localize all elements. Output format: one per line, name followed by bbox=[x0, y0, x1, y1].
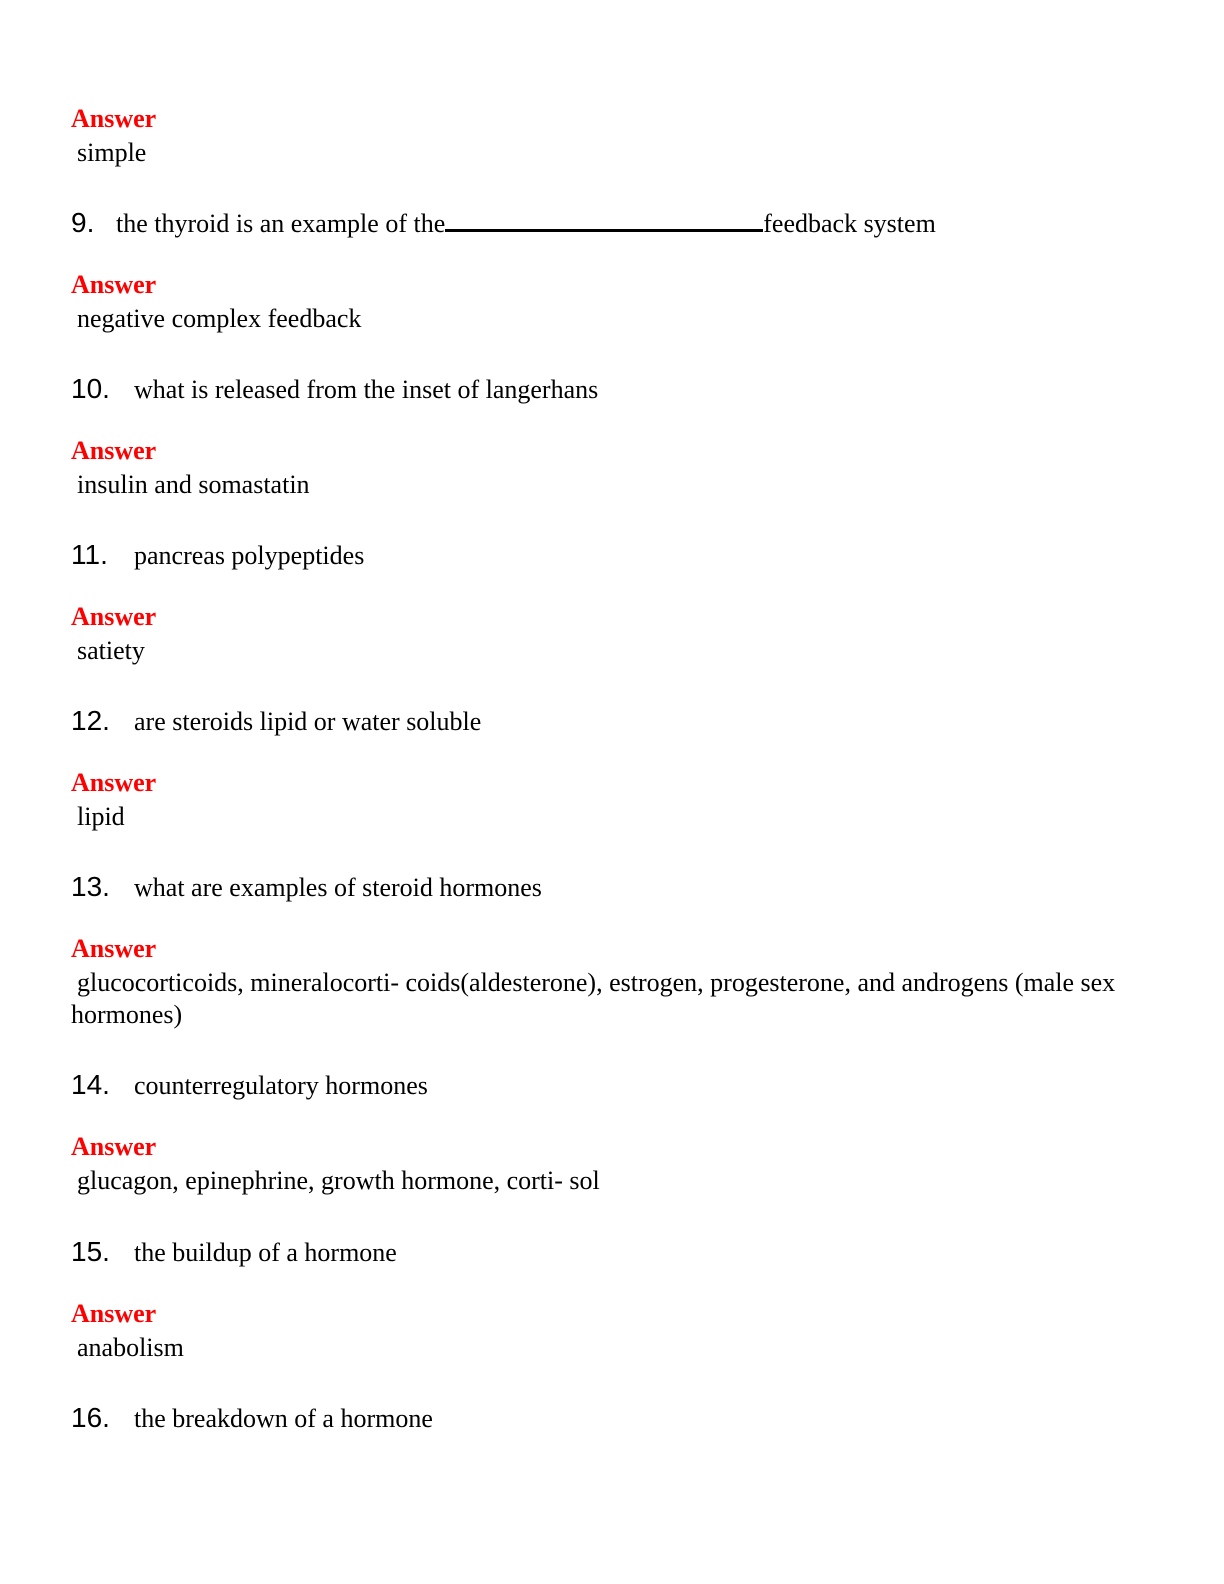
question-text: the breakdown of a hormone bbox=[134, 1404, 433, 1433]
answer-text bbox=[71, 137, 1151, 169]
question-number: 11. bbox=[71, 539, 108, 570]
question-number: 16. bbox=[71, 1402, 110, 1433]
answer-text bbox=[71, 801, 1151, 833]
question-13 bbox=[71, 871, 542, 904]
answer-text bbox=[71, 635, 1151, 667]
answer-label: Answer bbox=[71, 270, 157, 299]
question-text: counterregulatory hormones bbox=[134, 1071, 428, 1100]
fill-in-blank bbox=[445, 207, 763, 232]
answer-value: insulin and somastatin bbox=[77, 470, 310, 499]
question-number: 13. bbox=[71, 871, 110, 902]
question-text: pancreas polypeptides bbox=[134, 541, 365, 570]
question-text: what are examples of steroid hormones bbox=[134, 873, 542, 902]
answer-value: lipid bbox=[77, 802, 125, 831]
question-10 bbox=[71, 373, 598, 406]
answer-value: anabolism bbox=[77, 1333, 184, 1362]
answer-label: Answer bbox=[71, 1299, 157, 1328]
question-9 bbox=[71, 207, 936, 240]
question-11 bbox=[71, 539, 364, 572]
question-text: are steroids lipid or water soluble bbox=[134, 707, 482, 736]
answer-value: glucagon, epinephrine, growth hormone, corti- sol bbox=[77, 1166, 600, 1195]
question-text: the thyroid is an example of the bbox=[116, 209, 446, 238]
question-15 bbox=[71, 1236, 397, 1269]
answer-label: Answer bbox=[71, 436, 157, 465]
question-text: what is released from the inset of langerhans bbox=[134, 375, 599, 404]
question-text-after-blank: feedback system bbox=[763, 209, 936, 238]
answer-value: negative complex feedback bbox=[77, 304, 362, 333]
question-number: 14. bbox=[71, 1069, 110, 1100]
answer-value: satiety bbox=[77, 636, 145, 665]
question-14 bbox=[71, 1069, 428, 1102]
question-text: the buildup of a hormone bbox=[134, 1238, 397, 1267]
answer-label: Answer bbox=[71, 602, 157, 631]
answer-value: simple bbox=[77, 138, 147, 167]
answer-text bbox=[71, 1332, 1151, 1364]
answer-label: Answer bbox=[71, 934, 157, 963]
answer-text bbox=[71, 1165, 1151, 1197]
answer-text bbox=[71, 469, 1151, 501]
question-16 bbox=[71, 1402, 433, 1435]
answer-label: Answer bbox=[71, 768, 157, 797]
answer-text bbox=[71, 303, 1151, 335]
answer-label: Answer bbox=[71, 1132, 157, 1161]
question-number: 15. bbox=[71, 1236, 110, 1267]
question-12 bbox=[71, 705, 481, 738]
question-number: 10. bbox=[71, 373, 110, 404]
question-number: 12. bbox=[71, 705, 110, 736]
answer-value: glucocorticoids, mineralocorti- coids(aldesterone), estrogen, progesterone, and androgens (male sex hormones) bbox=[71, 968, 1116, 1029]
question-number: 9. bbox=[71, 207, 95, 238]
answer-label: Answer bbox=[71, 104, 157, 133]
answer-text bbox=[71, 967, 1151, 1031]
